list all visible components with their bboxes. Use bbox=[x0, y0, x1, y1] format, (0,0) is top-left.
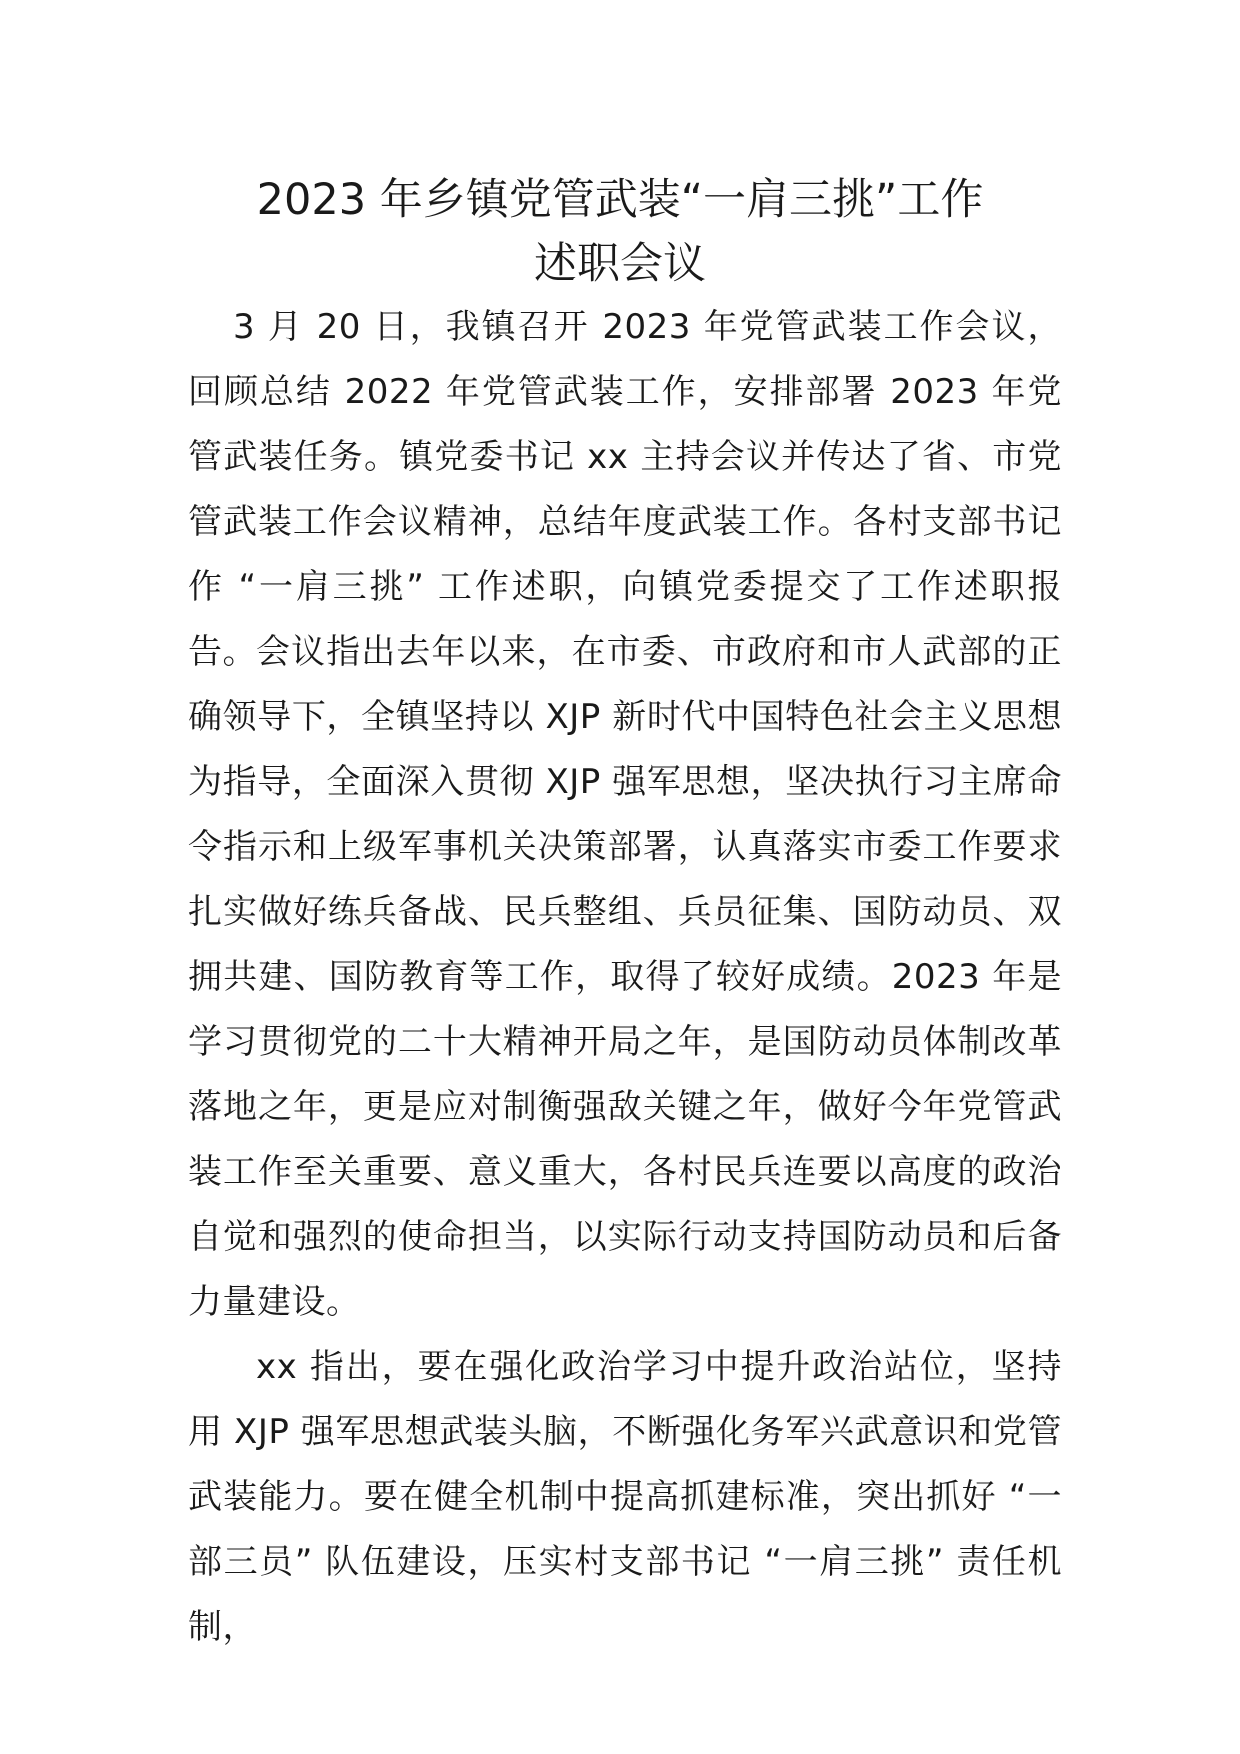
document-title-line-2: 述职会议 bbox=[534, 239, 706, 289]
document-title-line-1: 2023 年乡镇党管武装“一肩三挑”工作 bbox=[256, 175, 984, 225]
paragraph-requirements: xx 指出，要在强化政治学习中提升政治站位，坚持用 XJP 强军思想武装头脑，不断强化务军兴武意识和党管武装能力。要在健全机制中提高抓建标准，突出抓好 “一部三员” 队伍建设，压实村支部书记 “一肩三挑” 责任机制， bbox=[188, 1347, 1062, 1647]
paragraph-meeting-overview: 3 月 20 日，我镇召开 2023 年党管武装工作会议，回顾总结 2022 年党管武装工作，安排部署 2023 年党管武装任务。镇党委书记 xx 主持会议并传达了省、市党管武装工作会议精神，总结年度武装工作。各村支部书记作 “一肩三挑” 工作述职，向镇党委提交了工作述职报告。 bbox=[188, 307, 1062, 672]
paragraph-meeting-points: 会议指出去年以来，在市委、市政府和市人武部的正确领导下，全镇坚持以 XJP 新时代中国特色社会主义思想为指导，全面深入贯彻 XJP 强军思想，坚决执行习主席命令指示和上级军事机关决策部署，认真落实市委工作要求扎实做好练兵备战、民兵整组、兵员征集、国防动员、双拥共建、国防教育等工作，取得了较好成绩。2023 年是学习贯彻党的二十大精神开局之年，是国防动员体制改革落地之年，更是应对制衡强敌关键之年，做好今年党管武装工作至关重要、意义重大，各村民兵连要以高度的政治自觉和强烈的使命担当，以实际行动支持国防动员和后备力量建设。 bbox=[188, 632, 1062, 1322]
